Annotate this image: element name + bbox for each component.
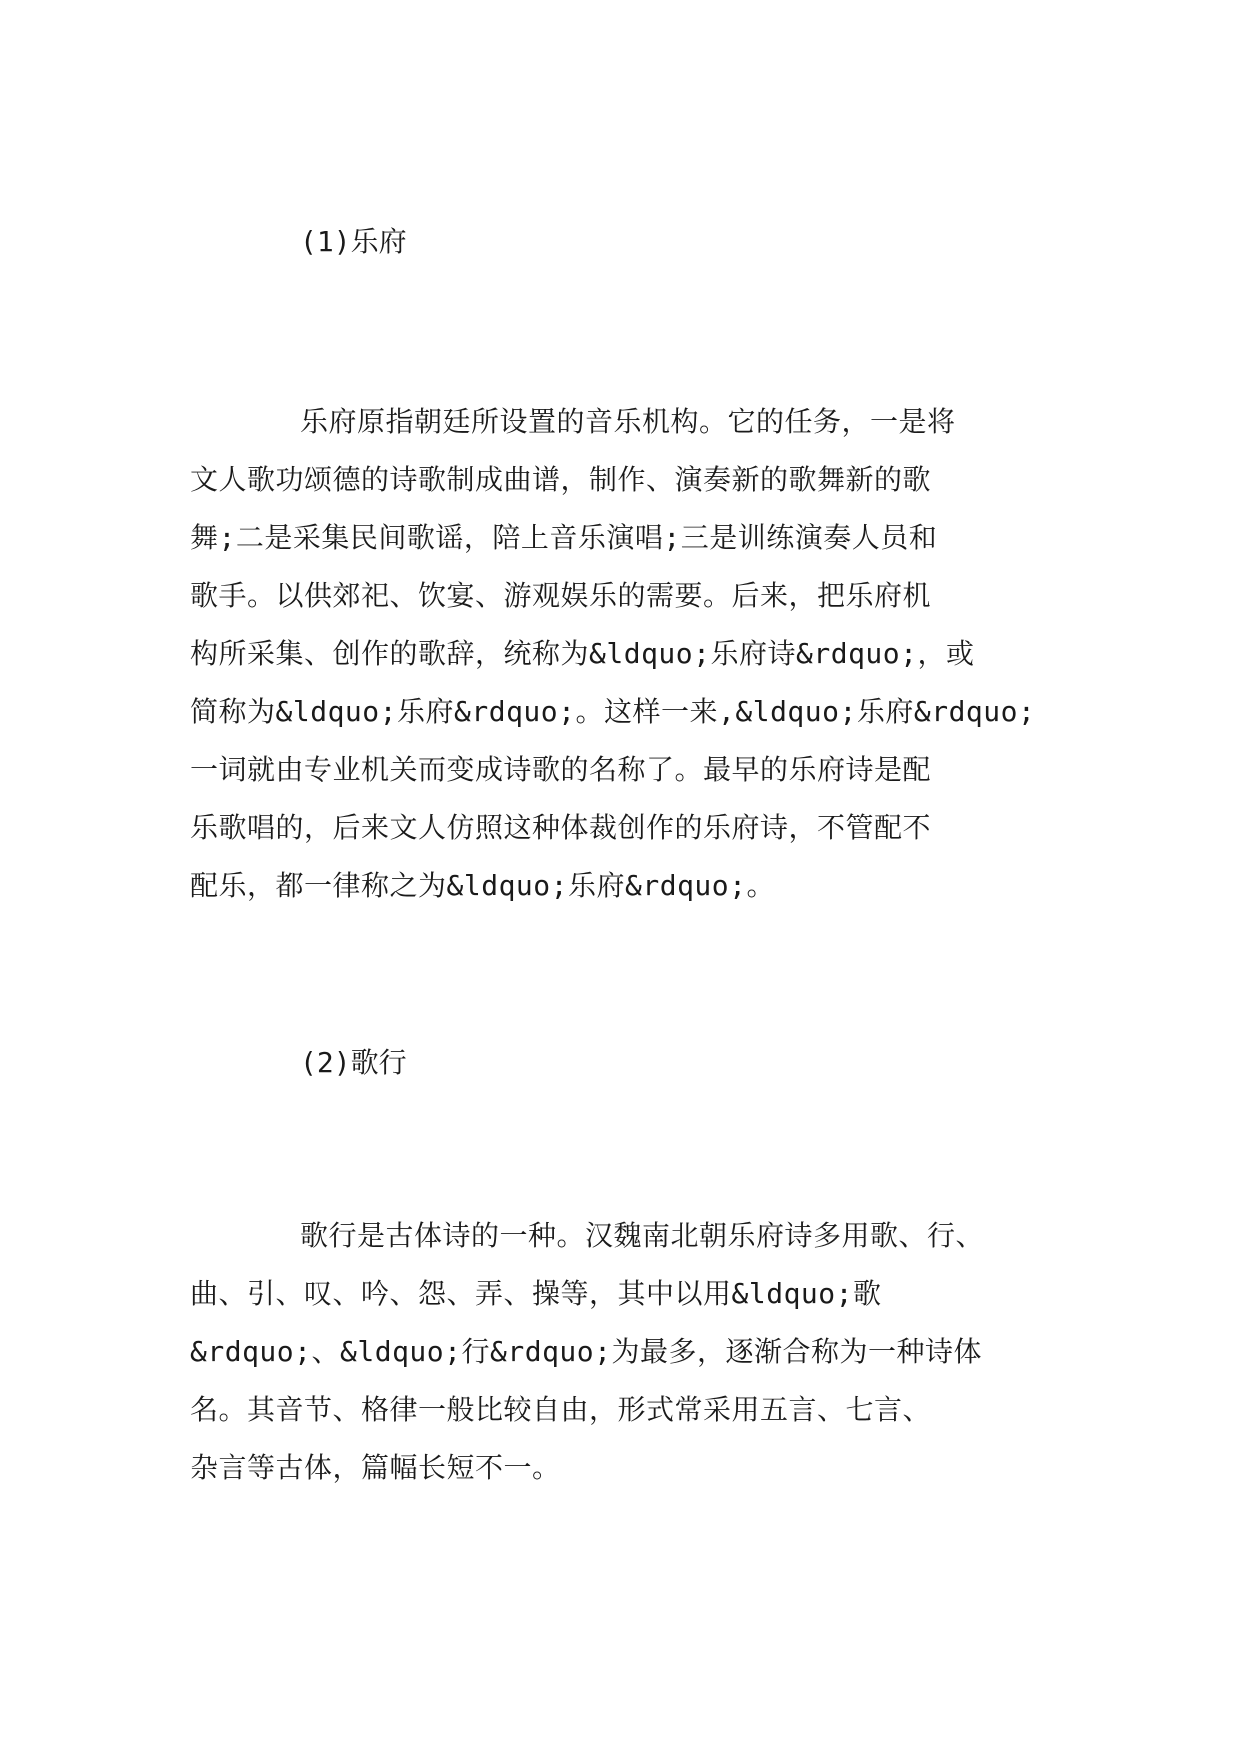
paragraph-gexing — [190, 1207, 1070, 1497]
text-line: 乐歌唱的，后来文人仿照这种体裁创作的乐府诗，不管配不 — [190, 811, 932, 844]
text-line: 歌手。以供郊祀、饮宴、游观娱乐的需要。后来，把乐府机 — [190, 579, 932, 612]
text-line: 简称为&ldquo;乐府&rdquo;。这样一来,&ldquo;乐府&rdquo; — [190, 695, 1036, 728]
text-line: 杂言等古体，篇幅长短不一。 — [190, 1451, 561, 1484]
section-heading-yuefu: (1)乐府 — [300, 225, 407, 258]
text-line: 乐府原指朝廷所设置的音乐机构。它的任务，一是将 — [300, 405, 956, 438]
text-line: 一词就由专业机关而变成诗歌的名称了。最早的乐府诗是配 — [190, 753, 932, 786]
text-line: 名。其音节、格律一般比较自由，形式常采用五言、七言、 — [190, 1393, 932, 1426]
section-heading-gexing: (2)歌行 — [300, 1046, 407, 1079]
text-line: 配乐，都一律称之为&ldquo;乐府&rdquo;。 — [190, 869, 776, 902]
text-line: &rdquo;、&ldquo;行&rdquo;为最多，逐渐合称为一种诗体 — [190, 1335, 983, 1368]
text-line: 舞;二是采集民间歌谣，陪上音乐演唱;三是训练演奏人员和 — [190, 521, 938, 554]
paragraph-yuefu — [190, 393, 1070, 915]
text-line: 构所采集、创作的歌辞，统称为&ldquo;乐府诗&rdquo;，或 — [190, 637, 975, 670]
text-line: 文人歌功颂德的诗歌制成曲谱，制作、演奏新的歌舞新的歌 — [190, 463, 932, 496]
text-line: 曲、引、叹、吟、怨、弄、操等，其中以用&ldquo;歌 — [190, 1277, 882, 1310]
text-line: 歌行是古体诗的一种。汉魏南北朝乐府诗多用歌、行、 — [300, 1219, 985, 1252]
